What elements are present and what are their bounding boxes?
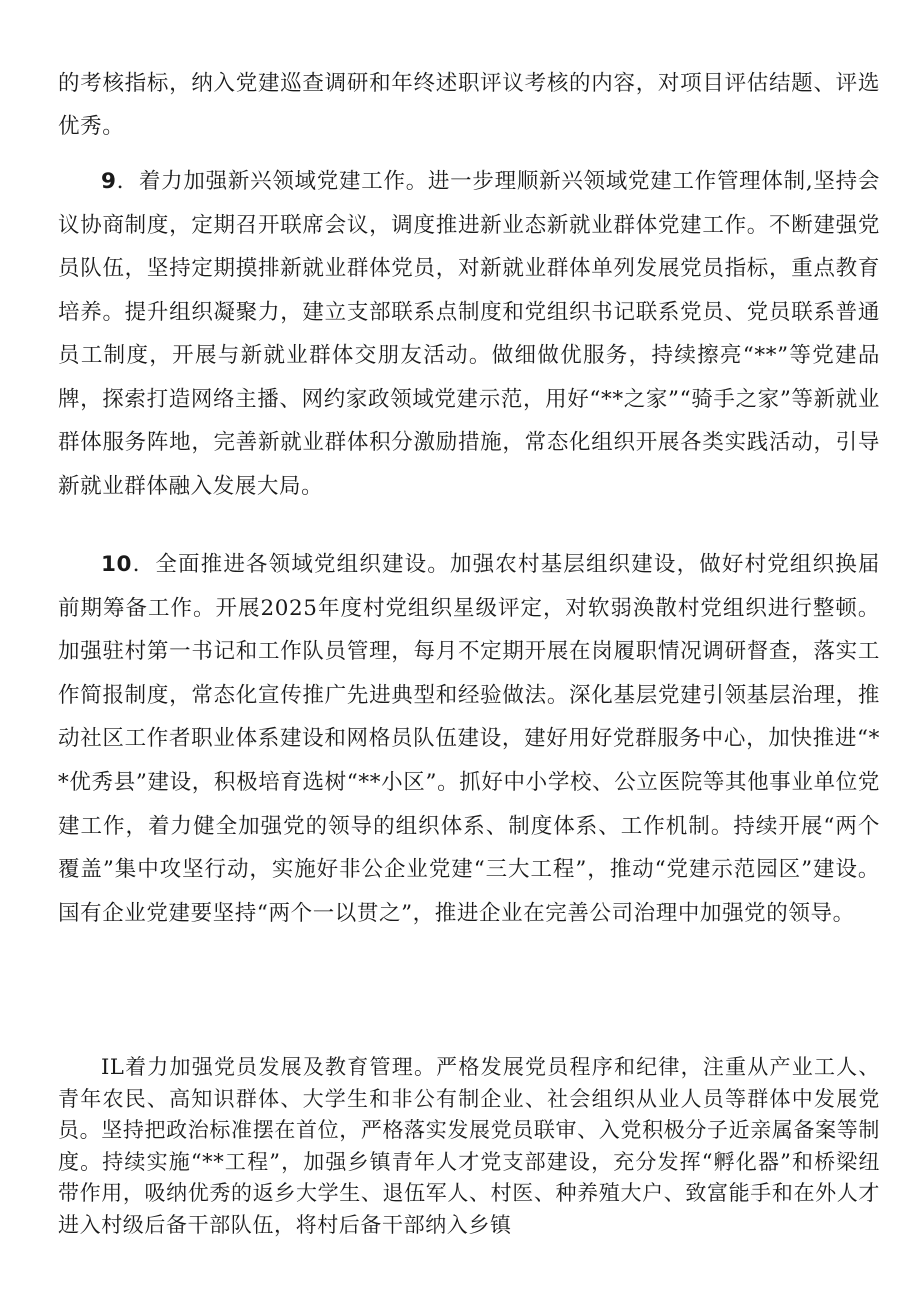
item-number: 10	[101, 552, 133, 577]
paragraph-item-9	[58, 160, 880, 508]
paragraph-text: 的考核指标，纳入党建巡查调研和年终述职评议考核的内容，对项目评估结题、评选优秀。	[58, 71, 880, 139]
paragraph-text: ．全面推进各领域党组织建设。加强农村基层组织建设，做好村党组织换届前期筹备工作。开展2025年度村党组织星级评定，对软弱涣散村党组织进行整顿。加强驻村第一书记和工作队员管理，每月不定期开展在岗履职情况调研督查，落实工作简报制度，常态化宣传推广先进典型和经验做法。深化基层党建引领基层治理，推动社区工作者职业体系建设和网格员队伍建设，建好用好党群服务中心，加快推进“**优秀县”建设，积极培育选树“**小区”。抓好中小学校、公立医院等其他事业单位党建工作，着力健全加强党的领导的组织体系、制度体系、工作机制。持续开展“两个覆盖”集中攻坚行动，实施好非公企业党建“三大工程”，推动“党建示范园区”建设。国有企业党建要坚持“两个一以贯之”，推进企业在完善公司治理中加强党的领导。	[58, 552, 880, 926]
paragraph-text: IL着力加强党员发展及教育管理。严格发展党员程序和纪律，注重从产业工人、青年农民、高知识群体、大学生和非公有制企业、社会组织从业人员等群体中发展党员。坚持把政治标准摆在首位，严格落实发展党员联审、入党积极分子近亲属备案等制度。持续实施“**工程”，加强乡镇青年人才党支部建设，充分发挥“孵化器”和桥梁纽带作用，吸纳优秀的返乡大学生、退伍军人、村医、种养殖大户、致富能手和在外人才进入村级后备干部队伍，将村后备干部纳入乡镇	[58, 1055, 880, 1237]
paragraph-item-11	[58, 1052, 880, 1241]
paragraph-item-10	[58, 543, 880, 935]
item-number: 9	[101, 169, 117, 194]
paragraph-text: ．着力加强新兴领域党建工作。进一步理顺新兴领域党建工作管理体制,坚持会议协商制度，定期召开联席会议，调度推进新业态新就业群体党建工作。不断建强党员队伍，坚持定期摸排新就业群体党员，对新就业群体单列发展党员指标，重点教育培养。提升组织凝聚力，建立支部联系点制度和党组织书记联系党员、党员联系普通员工制度，开展与新就业群体交朋友活动。做细做优服务，持续擦亮“**”等党建品牌，探索打造网络主播、网约家政领域党建示范，用好“**之家”“骑手之家”等新就业群体服务阵地，完善新就业群体积分激励措施，常态化组织开展各类实践活动，引导新就业群体融入发展大局。	[58, 169, 880, 499]
paragraph-continuation	[58, 62, 880, 148]
